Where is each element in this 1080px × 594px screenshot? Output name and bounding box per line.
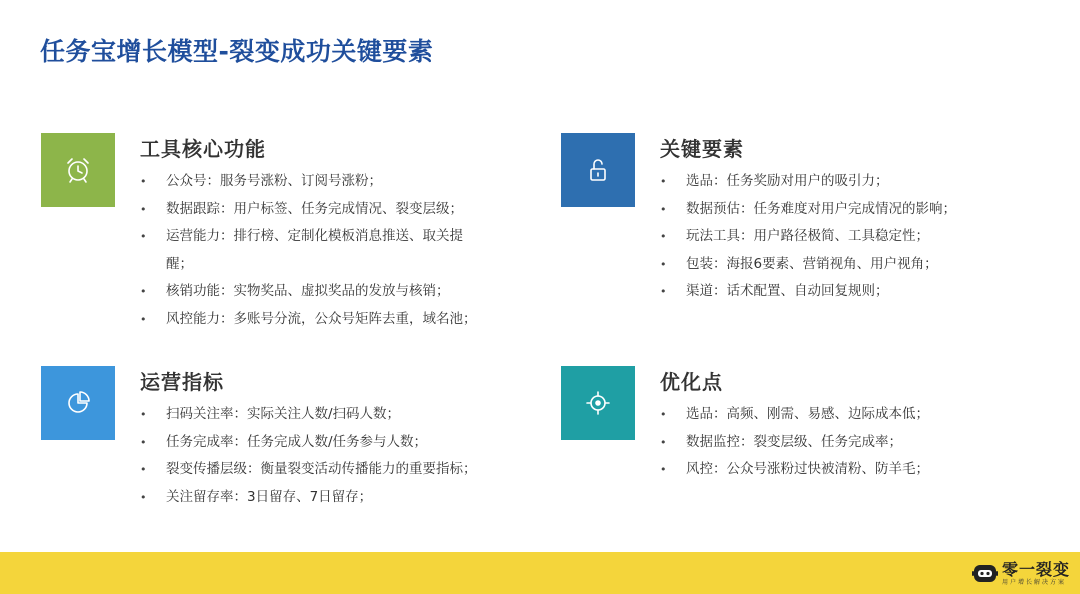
target-icon — [561, 366, 635, 440]
list-item: • 任务完成率：任务完成人数/任务参与人数； — [140, 429, 477, 457]
list-item: • 包装：海报6要素、营销视角、用户视角； — [660, 251, 956, 279]
unlock-icon — [561, 133, 635, 207]
list-item: • 数据跟踪：用户标签、任务完成情况、裂变层级； — [140, 196, 477, 224]
list-item: • 选品：任务奖励对用户的吸引力； — [660, 168, 956, 196]
list-item-continuation: 醒； — [166, 255, 193, 272]
section-title: 运营指标 — [140, 370, 224, 394]
alarm-clock-icon — [41, 133, 115, 207]
section-title: 关键要素 — [660, 137, 744, 161]
bullet-list — [660, 168, 956, 306]
list-item: • 数据预估：任务难度对用户完成情况的影响； — [660, 196, 956, 224]
list-item: • 渠道：话术配置、自动回复规则； — [660, 278, 956, 306]
list-item: • 核销功能：实物奖品、虚拟奖品的发放与核销； — [140, 278, 477, 306]
brand-tagline: 用户增长解决方案 — [1001, 579, 1066, 586]
list-item: • 风控：公众号涨粉过快被清粉、防羊毛； — [660, 456, 929, 484]
list-item: • 数据监控：裂变层级、任务完成率； — [660, 429, 929, 457]
section-title: 工具核心功能 — [140, 137, 266, 161]
brand-logo — [972, 560, 1070, 588]
list-item: • 扫码关注率：实际关注人数/扫码人数； — [140, 401, 477, 429]
footer-bar — [0, 552, 1080, 594]
section-title: 优化点 — [660, 370, 723, 394]
list-item: • 裂变传播层级：衡量裂变活动传播能力的重要指标； — [140, 456, 477, 484]
list-item: • 运营能力：排行榜、定制化模板消息推送、取关提 — [140, 223, 477, 251]
list-item: • 公众号：服务号涨粉、订阅号涨粉； — [140, 168, 477, 196]
list-item: • 选品：高频、刚需、易感、边际成本低； — [660, 401, 929, 429]
brand-name: 零一裂变 — [1001, 560, 1070, 579]
list-item: • 风控能力：多账号分流，公众号矩阵去重，域名池； — [140, 306, 477, 334]
list-item: • 玩法工具：用户路径极简、工具稳定性； — [660, 223, 956, 251]
robot-logo-icon — [972, 562, 998, 586]
bullet-list — [140, 168, 477, 333]
page-title: 任务宝增长模型-裂变成功关键要素 — [40, 37, 434, 66]
bullet-list — [660, 401, 929, 484]
list-item: • 关注留存率：3日留存、7日留存； — [140, 484, 477, 512]
bullet-list — [140, 401, 477, 511]
pie-chart-icon — [41, 366, 115, 440]
